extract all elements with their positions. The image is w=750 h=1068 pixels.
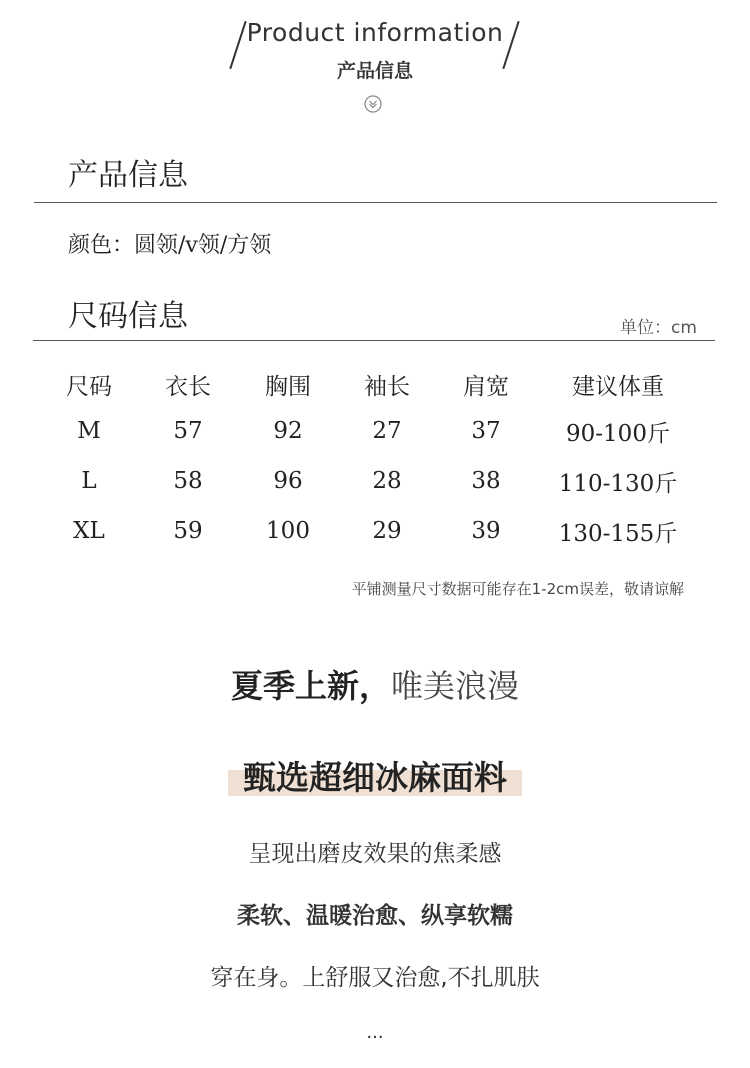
header-title-zh: 产品信息 bbox=[336, 60, 413, 82]
promo-title-bold: 夏季上新， bbox=[230, 667, 391, 705]
table-row bbox=[40, 456, 700, 506]
table-row bbox=[40, 506, 700, 556]
table-cell: L bbox=[81, 468, 97, 494]
table-cell: 38 bbox=[471, 468, 501, 494]
measurement-note: 平铺测量尺寸数据可能存在1-2cm误差，敬请谅解 bbox=[351, 580, 684, 598]
size-info-divider bbox=[33, 340, 715, 341]
table-cell: 130-155斤 bbox=[558, 520, 678, 547]
table-cell: 58 bbox=[173, 468, 203, 494]
promo-line-2: 柔软、温暖治愈、纵享软糯 bbox=[237, 903, 513, 929]
column-header: 肩宽 bbox=[463, 373, 509, 400]
promo-ellipsis: ... bbox=[366, 1022, 384, 1043]
header-title-en: Product information bbox=[246, 18, 504, 47]
product-info-divider bbox=[34, 202, 717, 203]
promo-subtitle: 甄选超细冰麻面料 bbox=[243, 758, 507, 797]
column-header: 袖长 bbox=[364, 373, 410, 400]
table-cell: 57 bbox=[173, 418, 203, 444]
promo-line-3: 穿在身。上舒服又治愈,不扎肌肤 bbox=[210, 965, 540, 991]
column-header: 尺码 bbox=[66, 373, 112, 400]
table-cell: 92 bbox=[273, 418, 303, 444]
size-table-header bbox=[40, 362, 700, 406]
color-options: 颜色：圆领/v领/方领 bbox=[68, 233, 272, 258]
table-cell: 37 bbox=[471, 418, 501, 444]
size-unit: 单位：cm bbox=[620, 318, 697, 338]
column-header: 胸围 bbox=[265, 373, 311, 400]
table-cell: 59 bbox=[173, 518, 203, 544]
table-cell: 110-130斤 bbox=[558, 470, 678, 497]
table-cell: 28 bbox=[372, 468, 402, 494]
table-cell: 96 bbox=[273, 468, 303, 494]
promo-title-light: 唯美浪漫 bbox=[391, 667, 520, 705]
promo-title bbox=[0, 661, 750, 707]
table-row bbox=[40, 406, 700, 456]
product-info-title: 产品信息 bbox=[68, 158, 188, 193]
table-cell: 27 bbox=[372, 418, 402, 444]
table-cell: 29 bbox=[372, 518, 402, 544]
table-cell: M bbox=[77, 418, 101, 444]
chevron-down-circle-icon bbox=[364, 95, 382, 113]
table-cell: 39 bbox=[471, 518, 501, 544]
promo-line-1: 呈现出磨皮效果的焦柔感 bbox=[248, 841, 502, 867]
table-cell: 90-100斤 bbox=[566, 420, 670, 447]
table-cell: 100 bbox=[266, 518, 310, 544]
column-header: 建议体重 bbox=[572, 373, 664, 400]
table-cell: XL bbox=[73, 518, 105, 544]
size-table bbox=[40, 362, 700, 556]
size-info-title: 尺码信息 bbox=[68, 299, 188, 334]
column-header: 衣长 bbox=[165, 373, 211, 400]
